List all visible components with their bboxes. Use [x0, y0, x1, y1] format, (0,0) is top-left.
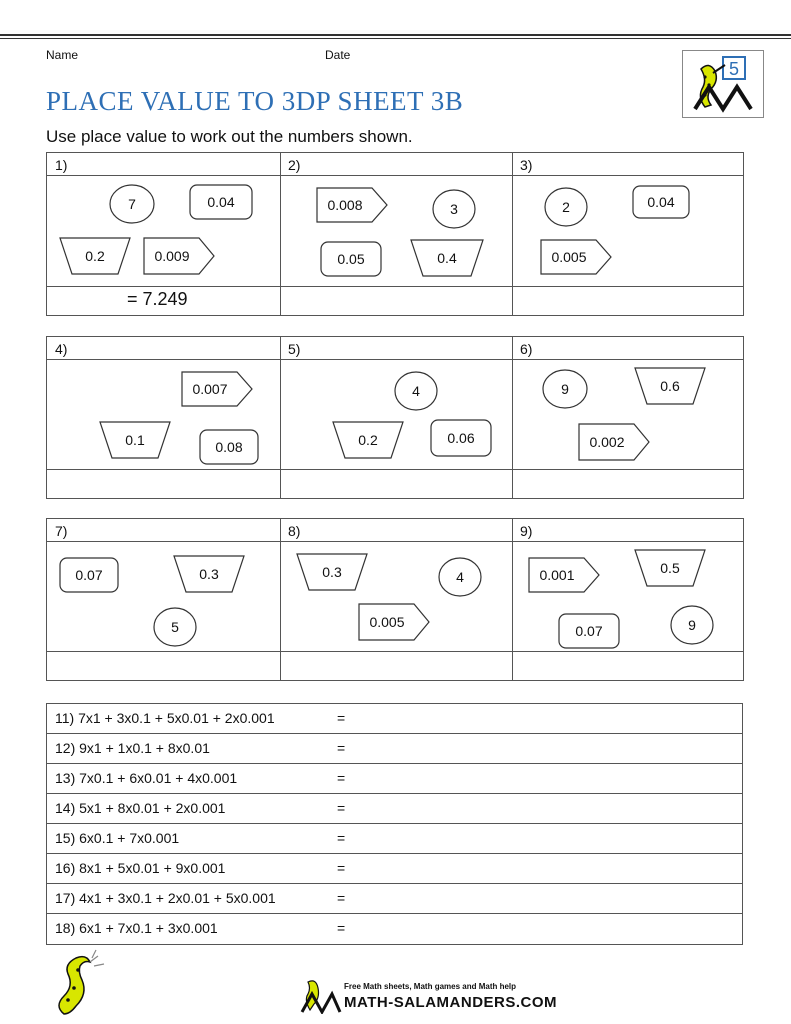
- sum-expression: 13) 7x0.1 + 6x0.01 + 4x0.001: [55, 770, 238, 786]
- grid-column-divider: [512, 519, 513, 680]
- shape-value: 0.001: [539, 567, 575, 583]
- shape-value: 0.5: [660, 560, 680, 576]
- shape-value: 0.07: [575, 623, 603, 639]
- circle-value-shape: [394, 371, 438, 411]
- equals-sign: =: [337, 740, 346, 756]
- problem-grid-3: [46, 518, 744, 681]
- shape-value: 0.008: [327, 197, 363, 213]
- top-rule-thin: [0, 38, 791, 39]
- shape-value: 5: [171, 619, 179, 635]
- sum-expression: 12) 9x1 + 1x0.1 + 8x0.01: [55, 740, 210, 756]
- grid-column-divider: [280, 519, 281, 680]
- question-number: 6): [520, 341, 533, 357]
- problem-grid-1: [46, 152, 744, 316]
- circle-value-shape: [109, 184, 155, 224]
- shape-value: 0.4: [437, 250, 457, 266]
- rounded-value-shape: [320, 241, 382, 277]
- grid-column-divider: [280, 337, 281, 498]
- arrow-value-shape: [540, 239, 612, 275]
- grid-column-divider: [512, 337, 513, 498]
- shape-value: 3: [450, 201, 458, 217]
- circle-value-shape: [438, 557, 482, 597]
- trapezoid-value-shape: [634, 367, 706, 405]
- shape-value: 4: [412, 383, 420, 399]
- shape-value: 0.07: [75, 567, 103, 583]
- footer-site: MATH-SALAMANDERS.COM: [344, 994, 558, 1011]
- shape-value: 4: [456, 569, 464, 585]
- grid-answer-divider: [47, 651, 743, 652]
- shape-value: 0.002: [589, 434, 625, 450]
- shape-value: 0.04: [207, 194, 235, 210]
- circle-value-shape: [670, 605, 714, 645]
- equals-sign: =: [337, 860, 346, 876]
- instructions: Use place value to work out the numbers shown.: [46, 127, 413, 146]
- question-number: 8): [288, 523, 301, 539]
- logo-digit: 5: [728, 59, 740, 79]
- shape-value: 0.06: [447, 430, 475, 446]
- arrow-value-shape: [578, 423, 650, 461]
- shape-value: 0.005: [551, 249, 587, 265]
- arrow-value-shape: [358, 603, 430, 641]
- shape-value: 0.05: [337, 251, 365, 267]
- grid-header-divider: [47, 359, 743, 360]
- shape-value: 0.3: [199, 566, 219, 582]
- shape-value: 0.007: [192, 381, 228, 397]
- grid-column-divider: [280, 153, 281, 315]
- rounded-value-shape: [59, 557, 119, 593]
- grid-answer-divider: [47, 286, 743, 287]
- sum-row: [47, 884, 742, 914]
- sum-row: [47, 824, 742, 854]
- circle-value-shape: [542, 369, 588, 409]
- rounded-value-shape: [199, 429, 259, 465]
- trapezoid-value-shape: [634, 549, 706, 587]
- question-number: 2): [288, 157, 301, 173]
- sum-row: [47, 914, 742, 944]
- shape-value: 2: [562, 199, 570, 215]
- shape-value: 9: [561, 381, 569, 397]
- equals-sign: =: [337, 710, 346, 726]
- circle-value-shape: [432, 189, 476, 229]
- site-logo-icon: [300, 978, 342, 1014]
- grid-header-divider: [47, 175, 743, 176]
- equals-sign: =: [337, 830, 346, 846]
- question-number: 1): [55, 157, 68, 173]
- question-number: 9): [520, 523, 533, 539]
- arrow-value-shape: [316, 187, 388, 223]
- sum-expression: 15) 6x0.1 + 7x0.001: [55, 830, 180, 846]
- rounded-value-shape: [430, 419, 492, 457]
- equals-sign: =: [337, 920, 346, 936]
- trapezoid-value-shape: [59, 237, 131, 275]
- shape-value: 0.04: [647, 194, 675, 210]
- trapezoid-value-shape: [410, 239, 484, 277]
- rounded-value-shape: [632, 185, 690, 219]
- top-rule: [0, 34, 791, 36]
- circle-value-shape: [544, 187, 588, 227]
- arrow-value-shape: [143, 237, 215, 275]
- grid-column-divider: [512, 153, 513, 315]
- sum-row: [47, 764, 742, 794]
- sum-row: [47, 704, 742, 734]
- sum-expression: 14) 5x1 + 8x0.01 + 2x0.001: [55, 800, 226, 816]
- equals-sign: =: [337, 770, 346, 786]
- sum-row: [47, 734, 742, 764]
- name-label: Name: [46, 48, 79, 62]
- shape-value: 0.08: [215, 439, 243, 455]
- question-number: 7): [55, 523, 68, 539]
- circle-value-shape: [153, 607, 197, 647]
- shape-value: 7: [128, 196, 136, 212]
- date-label: Date: [325, 48, 351, 62]
- salamander-teacher-icon: [683, 51, 763, 117]
- trapezoid-value-shape: [99, 421, 171, 459]
- sums-table: [46, 703, 743, 945]
- arrow-value-shape: [528, 557, 600, 593]
- shape-value: 0.2: [85, 248, 105, 264]
- question-number: 5): [288, 341, 301, 357]
- sum-expression: 17) 4x1 + 3x0.1 + 2x0.01 + 5x0.001: [55, 890, 276, 906]
- shape-value: 9: [688, 617, 696, 633]
- logo: [682, 50, 764, 118]
- shape-value: 0.2: [358, 432, 378, 448]
- shape-value: 0.6: [660, 378, 680, 394]
- equals-sign: =: [337, 800, 346, 816]
- footer-tagline: Free Math sheets, Math games and Math help: [344, 982, 517, 991]
- equals-sign: =: [337, 890, 346, 906]
- sum-expression: 18) 6x1 + 7x0.1 + 3x0.001: [55, 920, 218, 936]
- sum-row: [47, 794, 742, 824]
- shape-value: 0.005: [369, 614, 405, 630]
- trapezoid-value-shape: [332, 421, 404, 459]
- problem-grid-2: [46, 336, 744, 499]
- question-number: 3): [520, 157, 533, 173]
- shape-value: 0.3: [322, 564, 342, 580]
- shape-value: 0.009: [154, 248, 190, 264]
- arrow-value-shape: [181, 371, 253, 407]
- trapezoid-value-shape: [296, 553, 368, 591]
- answer-cell[interactable]: = 7.249: [127, 289, 188, 309]
- grid-answer-divider: [47, 469, 743, 470]
- grid-header-divider: [47, 541, 743, 542]
- trapezoid-value-shape: [173, 555, 245, 593]
- sum-row: [47, 854, 742, 884]
- rounded-value-shape: [558, 613, 620, 649]
- question-number: 4): [55, 341, 68, 357]
- rounded-value-shape: [189, 184, 253, 220]
- page-title: PLACE VALUE TO 3DP SHEET 3B: [46, 86, 464, 116]
- sum-expression: 11) 7x1 + 3x0.1 + 5x0.01 + 2x0.001: [55, 710, 275, 726]
- salamander-mascot-icon: [44, 948, 116, 1020]
- shape-value: 0.1: [125, 432, 145, 448]
- sum-expression: 16) 8x1 + 5x0.01 + 9x0.001: [55, 860, 226, 876]
